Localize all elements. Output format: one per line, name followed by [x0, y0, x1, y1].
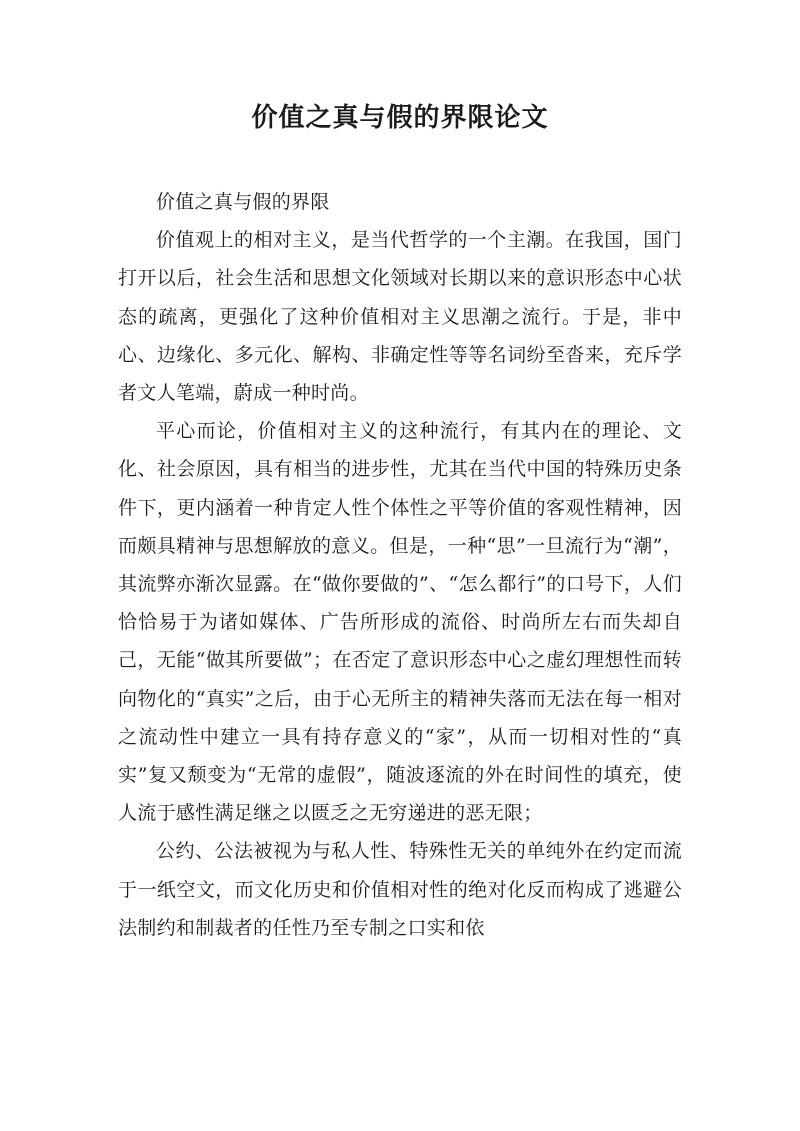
paragraph: 平心而论，价值相对主义的这种流行，有其内在的理论、文化、社会原因，具有相当的进步性，尤其在当代中国的特殊历史条件下，更内涵着一种肯定人性个体性之平等价值的客观性精神，因而颇具精神与思想解放的意义。但是，一种“思”一旦流行为“潮”，其流弊亦渐次显露。在“做你要做的”、“怎么都行”的口号下，人们恰恰易于为诸如媒体、广告所形成的流俗、时尚所左右而失却自己，无能“做其所要做”；在否定了意识形态中心之虚幻理想性而转向物化的“真实”之后，由于心无所主的精神失落而无法在每一相对之流动性中建立一具有持存意义的“家”，从而一切相对性的“真实”复又颓变为“无常的虚假”，随波逐流的外在时间性的填充，使人流于感性满足继之以匮乏之无穷递进的恶无限； — [118, 420, 682, 825]
paragraph: 公约、公法被视为与私人性、特殊性无关的单纯外在约定而流于一纸空文，而文化历史和价值相对性的绝对化反而构成了逃避公法制约和制裁者的任性乃至专制之口实和依 — [118, 840, 682, 939]
document-body — [118, 183, 682, 947]
section-subtitle: 价值之真与假的界限 — [156, 191, 330, 213]
paragraph: 价值观上的相对主义，是当代哲学的一个主潮。在我国，国门打开以后，社会生活和思想文化领域对长期以来的意识形态中心状态的疏离，更强化了这种价值相对主义思潮之流行。于是，非中心、边缘化、多元化、解构、非确定性等等名词纷至沓来，充斥学者文人笔端，蔚成一种时尚。 — [118, 229, 682, 405]
document-title: 价值之真与假的界限论文 — [251, 103, 549, 133]
